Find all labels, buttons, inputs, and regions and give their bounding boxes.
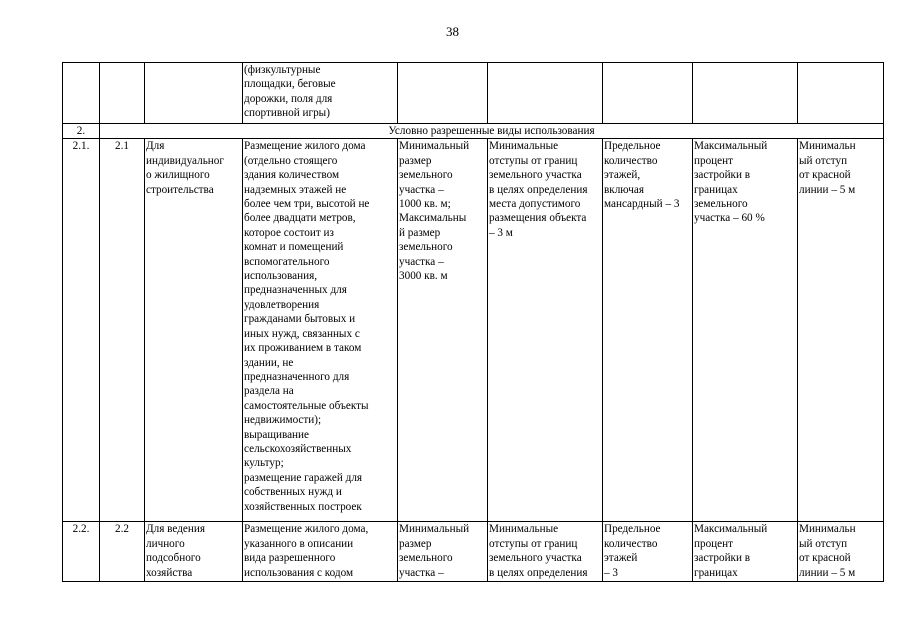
table-row — [63, 522, 884, 582]
cell-empty — [398, 63, 488, 124]
table-row — [63, 139, 884, 522]
table-row-top — [63, 63, 884, 124]
cell-empty — [145, 63, 243, 124]
page-number: 38 — [446, 24, 459, 39]
row-name: Для ведения личного подсобного хозяйства — [145, 522, 243, 582]
row-red-line: Минимальн ый отступ от красной линии – 5 м — [798, 522, 884, 582]
cell-empty — [603, 63, 693, 124]
cell-empty — [798, 63, 884, 124]
cell-empty — [488, 63, 603, 124]
row-setbacks: Минимальные отступы от границ земельного участка в целях определения — [488, 522, 603, 582]
row-coverage: Максимальный процент застройки в границах земельного участка – 60 % — [693, 139, 798, 522]
row-code: 2.2 — [100, 522, 145, 582]
row-setbacks: Минимальные отступы от границ земельного участка в целях определения места допустимого размещения объекта – 3 м — [488, 139, 603, 522]
row-plot-size: Минимальный размер земельного участка – 1000 кв. м; Максимальны й размер земельного участка – 3000 кв. м — [398, 139, 488, 522]
row-description: Размещение жилого дома, указанного в описании вида разрешенного использования с кодом — [243, 522, 398, 582]
row-number: 2.2. — [63, 522, 100, 582]
row-number: 2.1. — [63, 139, 100, 522]
row-coverage: Максимальный процент застройки в границах — [693, 522, 798, 582]
row-code: 2.1 — [100, 139, 145, 522]
row-floors: Предельное количество этажей, включая мансардный – 3 — [603, 139, 693, 522]
section-title: Условно разрешенные виды использования — [100, 124, 884, 139]
row-plot-size: Минимальный размер земельного участка – — [398, 522, 488, 582]
row-description: Размещение жилого дома (отдельно стоящего здания количеством надземных этажей не более чем три, высотой не более двадцати метров, которое состоит из комнат и помещений вспомогательного использования, предназначенных для удовлетворения гражданами бытовых и иных нужд, связанных с их проживанием в таком здании, не предназначенного для раздела на самостоятельные объекты недвижимости); выращивание сельскохозяйственных культур; размещение гаражей для собственных нужд и хозяйственных построек — [243, 139, 398, 522]
row-name: Для индивидуальног о жилищного строительства — [145, 139, 243, 522]
section-number: 2. — [63, 124, 100, 139]
cell-empty — [100, 63, 145, 124]
cell-empty — [693, 63, 798, 124]
cell-empty — [63, 63, 100, 124]
table-row-section — [63, 124, 884, 139]
cell-description-continued: (физкультурные площадки, беговые дорожки, поля для спортивной игры) — [243, 63, 398, 124]
zoning-table — [62, 62, 884, 582]
row-red-line: Минимальн ый отступ от красной линии – 5 м — [798, 139, 884, 522]
row-floors: Предельное количество этажей – 3 — [603, 522, 693, 582]
